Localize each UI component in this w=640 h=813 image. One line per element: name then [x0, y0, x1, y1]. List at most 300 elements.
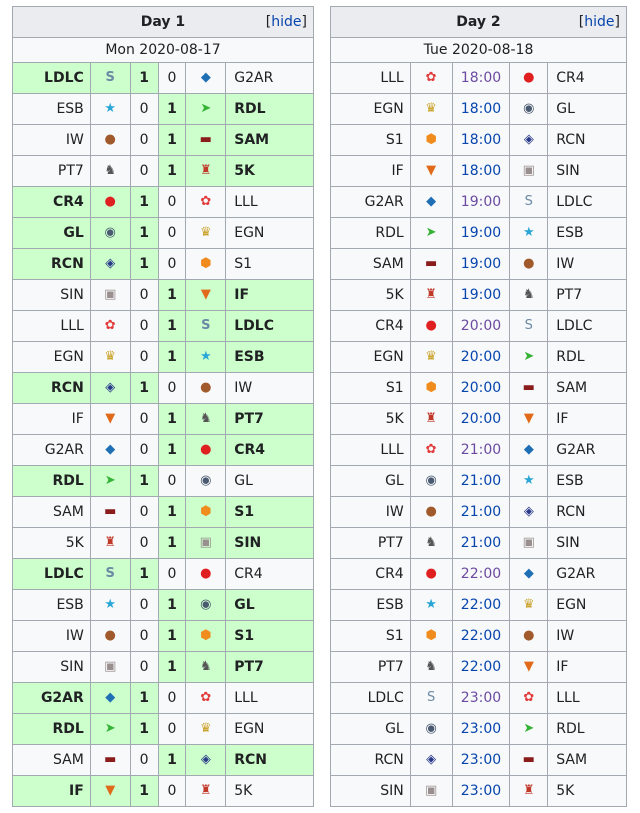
team-b-logo [510, 745, 548, 776]
team-b-name: G2AR [226, 63, 314, 94]
team-a-name: EGN [331, 94, 411, 125]
match-row [331, 435, 627, 466]
cr4-logo-icon: ● [200, 442, 212, 457]
esb-logo-icon: ★ [199, 349, 212, 364]
match-time-link[interactable]: 19:00 [460, 194, 502, 210]
match-time-cell [452, 156, 510, 187]
team-a-logo [410, 280, 452, 311]
team-b-logo [510, 404, 548, 435]
match-row [13, 745, 314, 776]
match-time-link[interactable]: 23:00 [460, 783, 502, 799]
team-a-name: 5K [13, 528, 91, 559]
team-a-logo [90, 125, 130, 156]
s1-logo-icon: ⬢ [200, 504, 212, 519]
team-b-logo [186, 156, 226, 187]
lll-logo-icon: ✿ [523, 690, 535, 705]
team-a-logo [410, 156, 452, 187]
team-a-logo [90, 94, 130, 125]
lll-logo-icon: ✿ [200, 690, 212, 705]
match-time-cell [452, 559, 510, 590]
match-time-link[interactable]: 19:00 [460, 225, 502, 241]
team-a-name: SAM [331, 249, 411, 280]
team-a-name: G2AR [331, 187, 411, 218]
team-a-score: 0 [130, 125, 158, 156]
team-a-name: S1 [331, 621, 411, 652]
team-b-name: 5K [548, 776, 627, 807]
team-b-logo [510, 683, 548, 714]
team-a-name: ESB [13, 94, 91, 125]
team-b-logo [510, 621, 548, 652]
team-b-logo [510, 63, 548, 94]
g2ar-logo-icon: ◆ [523, 566, 534, 581]
match-time-link[interactable]: 19:00 [460, 287, 502, 303]
pt7-logo-icon: ♞ [425, 535, 437, 550]
team-b-score: 1 [158, 342, 186, 373]
match-time-link[interactable]: 18:00 [460, 132, 502, 148]
team-b-logo [186, 497, 226, 528]
egn-logo-icon: ♛ [425, 349, 437, 364]
match-time-cell [452, 435, 510, 466]
team-a-name: IW [13, 621, 91, 652]
match-time-cell [452, 652, 510, 683]
team-a-logo [90, 590, 130, 621]
team-a-score: 1 [130, 559, 158, 590]
match-time-link[interactable]: 18:00 [460, 101, 502, 117]
team-b-name: EGN [226, 218, 314, 249]
day2-date: Tue 2020-08-18 [331, 38, 627, 63]
match-row [331, 342, 627, 373]
match-time-link[interactable]: 18:00 [460, 163, 502, 179]
team-a-logo [410, 63, 452, 94]
team-a-name: RCN [13, 373, 91, 404]
match-time-link[interactable]: 18:00 [460, 70, 502, 86]
team-b-score: 1 [158, 94, 186, 125]
match-row [13, 497, 314, 528]
team-a-name: IF [13, 404, 91, 435]
match-row [331, 311, 627, 342]
match-time-link[interactable]: 19:00 [460, 256, 502, 272]
match-row [331, 249, 627, 280]
match-row [13, 683, 314, 714]
day1-hide-link[interactable]: hide [271, 14, 302, 30]
team-b-logo [186, 776, 226, 807]
team-b-name: S1 [226, 249, 314, 280]
team-b-logo [186, 373, 226, 404]
team-b-name: ESB [226, 342, 314, 373]
team-a-name: LLL [13, 311, 91, 342]
match-time-link[interactable]: 22:00 [460, 628, 502, 644]
g2ar-logo-icon: ◆ [426, 194, 437, 209]
team-b-logo [510, 311, 548, 342]
team-b-logo [186, 404, 226, 435]
s1-logo-icon: ⬢ [200, 628, 212, 643]
team-a-logo [410, 745, 452, 776]
team-a-logo [410, 94, 452, 125]
match-row [331, 94, 627, 125]
team-b-logo [510, 528, 548, 559]
team-a-name: LLL [331, 63, 411, 94]
team-a-score: 1 [130, 776, 158, 807]
ldlc-logo-icon: S [524, 318, 533, 333]
if-logo-icon: ▼ [105, 783, 116, 798]
match-time-link[interactable]: 21:00 [460, 535, 502, 551]
match-row [13, 125, 314, 156]
day2-header [331, 7, 627, 38]
team-a-logo [90, 559, 130, 590]
team-b-logo [186, 435, 226, 466]
team-b-logo [186, 342, 226, 373]
match-row [331, 125, 627, 156]
match-row [331, 621, 627, 652]
team-b-logo [186, 311, 226, 342]
team-a-logo [90, 745, 130, 776]
day1-header [13, 7, 314, 38]
team-b-name: LDLC [226, 311, 314, 342]
cr4-logo-icon: ● [523, 70, 535, 85]
team-b-score: 0 [158, 559, 186, 590]
team-b-logo [186, 652, 226, 683]
team-b-logo [510, 714, 548, 745]
team-b-name: RDL [226, 94, 314, 125]
team-a-score: 1 [130, 63, 158, 94]
team-a-logo [90, 435, 130, 466]
match-row [13, 559, 314, 590]
team-a-score: 0 [130, 280, 158, 311]
team-b-name: ESB [548, 466, 627, 497]
team-a-logo [90, 187, 130, 218]
cr4-logo-icon: ● [425, 318, 437, 333]
5k-logo-icon: ♜ [522, 783, 535, 798]
team-b-score: 1 [158, 280, 186, 311]
cr4-logo-icon: ● [425, 566, 437, 581]
iw-logo-icon: ● [523, 628, 535, 643]
team-a-name: CR4 [331, 559, 411, 590]
team-b-name: GL [226, 590, 314, 621]
s1-logo-icon: ⬢ [425, 380, 437, 395]
match-row [13, 218, 314, 249]
team-b-name: IF [548, 404, 627, 435]
match-time-link[interactable]: 21:00 [460, 473, 502, 489]
team-a-name: SAM [13, 745, 91, 776]
team-a-logo [90, 342, 130, 373]
team-b-score: 1 [158, 621, 186, 652]
team-a-name: IW [331, 497, 411, 528]
day1-table [12, 6, 314, 807]
team-b-name: CR4 [226, 435, 314, 466]
match-row [13, 311, 314, 342]
team-b-logo [510, 342, 548, 373]
team-b-name: 5K [226, 156, 314, 187]
team-a-logo [90, 311, 130, 342]
team-b-name: LLL [226, 187, 314, 218]
team-b-logo [186, 683, 226, 714]
team-b-logo [186, 559, 226, 590]
if-logo-icon: ▼ [200, 287, 211, 302]
match-row [13, 590, 314, 621]
team-a-logo [410, 714, 452, 745]
team-b-logo [186, 187, 226, 218]
match-time-link[interactable]: 20:00 [460, 380, 502, 396]
egn-logo-icon: ♛ [522, 597, 535, 612]
team-b-score: 1 [158, 311, 186, 342]
rdl-logo-icon: ➤ [523, 349, 535, 364]
team-b-score: 1 [158, 590, 186, 621]
team-b-name: ESB [548, 218, 627, 249]
team-a-score: 0 [130, 528, 158, 559]
team-a-score: 1 [130, 466, 158, 497]
team-a-name: ESB [13, 590, 91, 621]
match-time-cell [452, 373, 510, 404]
match-time-link[interactable]: 22:00 [460, 659, 502, 675]
team-a-name: 5K [331, 280, 411, 311]
team-b-name: GL [226, 466, 314, 497]
team-b-name: CR4 [226, 559, 314, 590]
rcn-logo-icon: ◈ [426, 752, 437, 767]
team-b-name: RCN [226, 745, 314, 776]
match-time-link[interactable]: 21:00 [460, 442, 502, 458]
team-a-logo [410, 559, 452, 590]
match-row [13, 94, 314, 125]
sam-logo-icon: ▬ [104, 752, 117, 767]
team-b-name: IF [548, 652, 627, 683]
5k-logo-icon: ♜ [199, 783, 212, 798]
team-a-name: LLL [331, 435, 411, 466]
team-b-name: EGN [548, 590, 627, 621]
rdl-logo-icon: ➤ [104, 473, 116, 488]
lll-logo-icon: ✿ [425, 70, 437, 85]
team-a-name: RDL [331, 218, 411, 249]
match-time-link[interactable]: 20:00 [460, 411, 502, 427]
match-time-cell [452, 683, 510, 714]
match-time-cell [452, 249, 510, 280]
team-a-logo [90, 404, 130, 435]
gl-logo-icon: ◉ [523, 101, 535, 116]
team-a-logo [410, 466, 452, 497]
team-b-name: RCN [548, 125, 627, 156]
team-b-logo [510, 497, 548, 528]
team-b-score: 1 [158, 156, 186, 187]
team-a-logo [90, 497, 130, 528]
rcn-logo-icon: ◈ [523, 504, 534, 519]
match-time-link[interactable]: 20:00 [460, 318, 502, 334]
team-b-name: LLL [548, 683, 627, 714]
team-a-name: CR4 [331, 311, 411, 342]
if-logo-icon: ▼ [523, 411, 534, 426]
team-a-logo [90, 683, 130, 714]
sin-logo-icon: ▣ [424, 783, 438, 798]
egn-logo-icon: ♛ [199, 721, 212, 736]
rdl-logo-icon: ➤ [200, 101, 212, 116]
egn-logo-icon: ♛ [104, 349, 117, 364]
team-a-score: 0 [130, 652, 158, 683]
team-a-score: 0 [130, 404, 158, 435]
team-a-score: 0 [130, 435, 158, 466]
team-a-logo [90, 714, 130, 745]
team-b-logo [510, 776, 548, 807]
team-b-logo [186, 466, 226, 497]
match-row [13, 342, 314, 373]
g2ar-logo-icon: ◆ [105, 442, 116, 457]
team-a-logo [410, 218, 452, 249]
team-b-logo [186, 249, 226, 280]
match-row [331, 187, 627, 218]
team-a-logo [410, 497, 452, 528]
sam-logo-icon: ▬ [104, 504, 117, 519]
lll-logo-icon: ✿ [200, 194, 212, 209]
team-a-score: 0 [130, 342, 158, 373]
team-a-name: IF [331, 156, 411, 187]
gl-logo-icon: ◉ [104, 225, 116, 240]
match-row [13, 652, 314, 683]
match-row [331, 714, 627, 745]
if-logo-icon: ▼ [105, 411, 116, 426]
team-a-name: LDLC [331, 683, 411, 714]
team-a-logo [410, 528, 452, 559]
team-b-logo [510, 218, 548, 249]
ldlc-logo-icon: S [105, 566, 115, 581]
match-time-link[interactable]: 23:00 [460, 752, 502, 768]
team-a-logo [410, 435, 452, 466]
team-a-score: 0 [130, 621, 158, 652]
team-b-name: SAM [226, 125, 314, 156]
team-a-logo [90, 280, 130, 311]
match-row [331, 63, 627, 94]
team-b-logo [186, 63, 226, 94]
sin-logo-icon: ▣ [199, 535, 212, 550]
team-b-score: 0 [158, 683, 186, 714]
team-a-score: 0 [130, 311, 158, 342]
team-b-name: LDLC [548, 187, 627, 218]
team-a-logo [410, 404, 452, 435]
team-b-name: SIN [548, 156, 627, 187]
team-b-score: 0 [158, 373, 186, 404]
match-time-link[interactable]: 23:00 [460, 690, 502, 706]
match-time-link[interactable]: 21:00 [460, 504, 502, 520]
match-row [331, 156, 627, 187]
match-time-link[interactable]: 20:00 [460, 349, 502, 365]
team-b-name: S1 [226, 621, 314, 652]
team-b-logo [510, 94, 548, 125]
ldlc-logo-icon: S [524, 194, 533, 209]
team-b-name: IW [548, 249, 627, 280]
team-a-logo [90, 156, 130, 187]
team-a-name: EGN [331, 342, 411, 373]
team-a-name: EGN [13, 342, 91, 373]
team-b-name: LDLC [548, 311, 627, 342]
match-time-cell [452, 714, 510, 745]
team-a-score: 0 [130, 497, 158, 528]
team-a-logo [90, 466, 130, 497]
match-time-cell [452, 218, 510, 249]
team-a-score: 0 [130, 590, 158, 621]
day2-hide-control: [hide] [578, 14, 620, 30]
5k-logo-icon: ♜ [104, 535, 117, 550]
g2ar-logo-icon: ◆ [105, 690, 116, 705]
match-row [331, 528, 627, 559]
team-a-logo [410, 249, 452, 280]
match-row [331, 776, 627, 807]
match-time-link[interactable]: 22:00 [460, 597, 502, 613]
team-a-name: G2AR [13, 683, 91, 714]
match-row [13, 621, 314, 652]
team-b-score: 0 [158, 218, 186, 249]
team-b-name: 5K [226, 776, 314, 807]
team-b-logo [186, 590, 226, 621]
team-a-logo [410, 342, 452, 373]
match-row [331, 404, 627, 435]
gl-logo-icon: ◉ [200, 473, 212, 488]
team-a-name: GL [331, 466, 411, 497]
team-b-name: IW [226, 373, 314, 404]
match-time-cell [452, 497, 510, 528]
rcn-logo-icon: ◈ [523, 132, 534, 147]
gl-logo-icon: ◉ [425, 721, 437, 736]
team-a-logo [90, 218, 130, 249]
rdl-logo-icon: ➤ [104, 721, 116, 736]
match-row [13, 714, 314, 745]
match-row [13, 404, 314, 435]
iw-logo-icon: ● [523, 256, 535, 271]
egn-logo-icon: ♛ [199, 225, 212, 240]
match-time-link[interactable]: 22:00 [460, 566, 502, 582]
match-row [331, 745, 627, 776]
match-row [13, 249, 314, 280]
match-time-cell [452, 311, 510, 342]
team-b-logo [510, 187, 548, 218]
match-time-link[interactable]: 23:00 [460, 721, 502, 737]
g2ar-logo-icon: ◆ [523, 442, 534, 457]
team-b-logo [510, 249, 548, 280]
match-time-cell [452, 621, 510, 652]
team-b-score: 0 [158, 187, 186, 218]
team-a-logo [410, 590, 452, 621]
day2-title: Day 2 [456, 14, 501, 30]
5k-logo-icon: ♜ [199, 163, 212, 178]
team-b-score: 1 [158, 528, 186, 559]
team-b-logo [510, 125, 548, 156]
team-a-name: 5K [331, 404, 411, 435]
team-b-logo [186, 125, 226, 156]
pt7-logo-icon: ♞ [199, 411, 212, 426]
team-a-name: ESB [331, 590, 411, 621]
team-b-score: 1 [158, 125, 186, 156]
match-time-cell [452, 63, 510, 94]
team-b-name: SAM [548, 373, 627, 404]
team-b-logo [510, 280, 548, 311]
team-b-name: CR4 [548, 63, 627, 94]
pt7-logo-icon: ♞ [104, 163, 117, 178]
team-a-score: 0 [130, 745, 158, 776]
match-row [331, 466, 627, 497]
cr4-logo-icon: ● [104, 194, 116, 209]
team-b-score: 0 [158, 249, 186, 280]
iw-logo-icon: ● [104, 628, 116, 643]
team-a-logo [410, 776, 452, 807]
team-a-name: SAM [13, 497, 91, 528]
team-b-name: SIN [548, 528, 627, 559]
team-a-score: 1 [130, 218, 158, 249]
team-b-logo [186, 94, 226, 125]
team-b-logo [510, 590, 548, 621]
match-row [331, 218, 627, 249]
match-row [13, 528, 314, 559]
team-b-logo [186, 218, 226, 249]
sin-logo-icon: ▣ [104, 287, 117, 302]
day2-hide-link[interactable]: hide [584, 14, 615, 30]
team-b-score: 0 [158, 714, 186, 745]
team-b-score: 1 [158, 652, 186, 683]
esb-logo-icon: ★ [425, 597, 437, 612]
